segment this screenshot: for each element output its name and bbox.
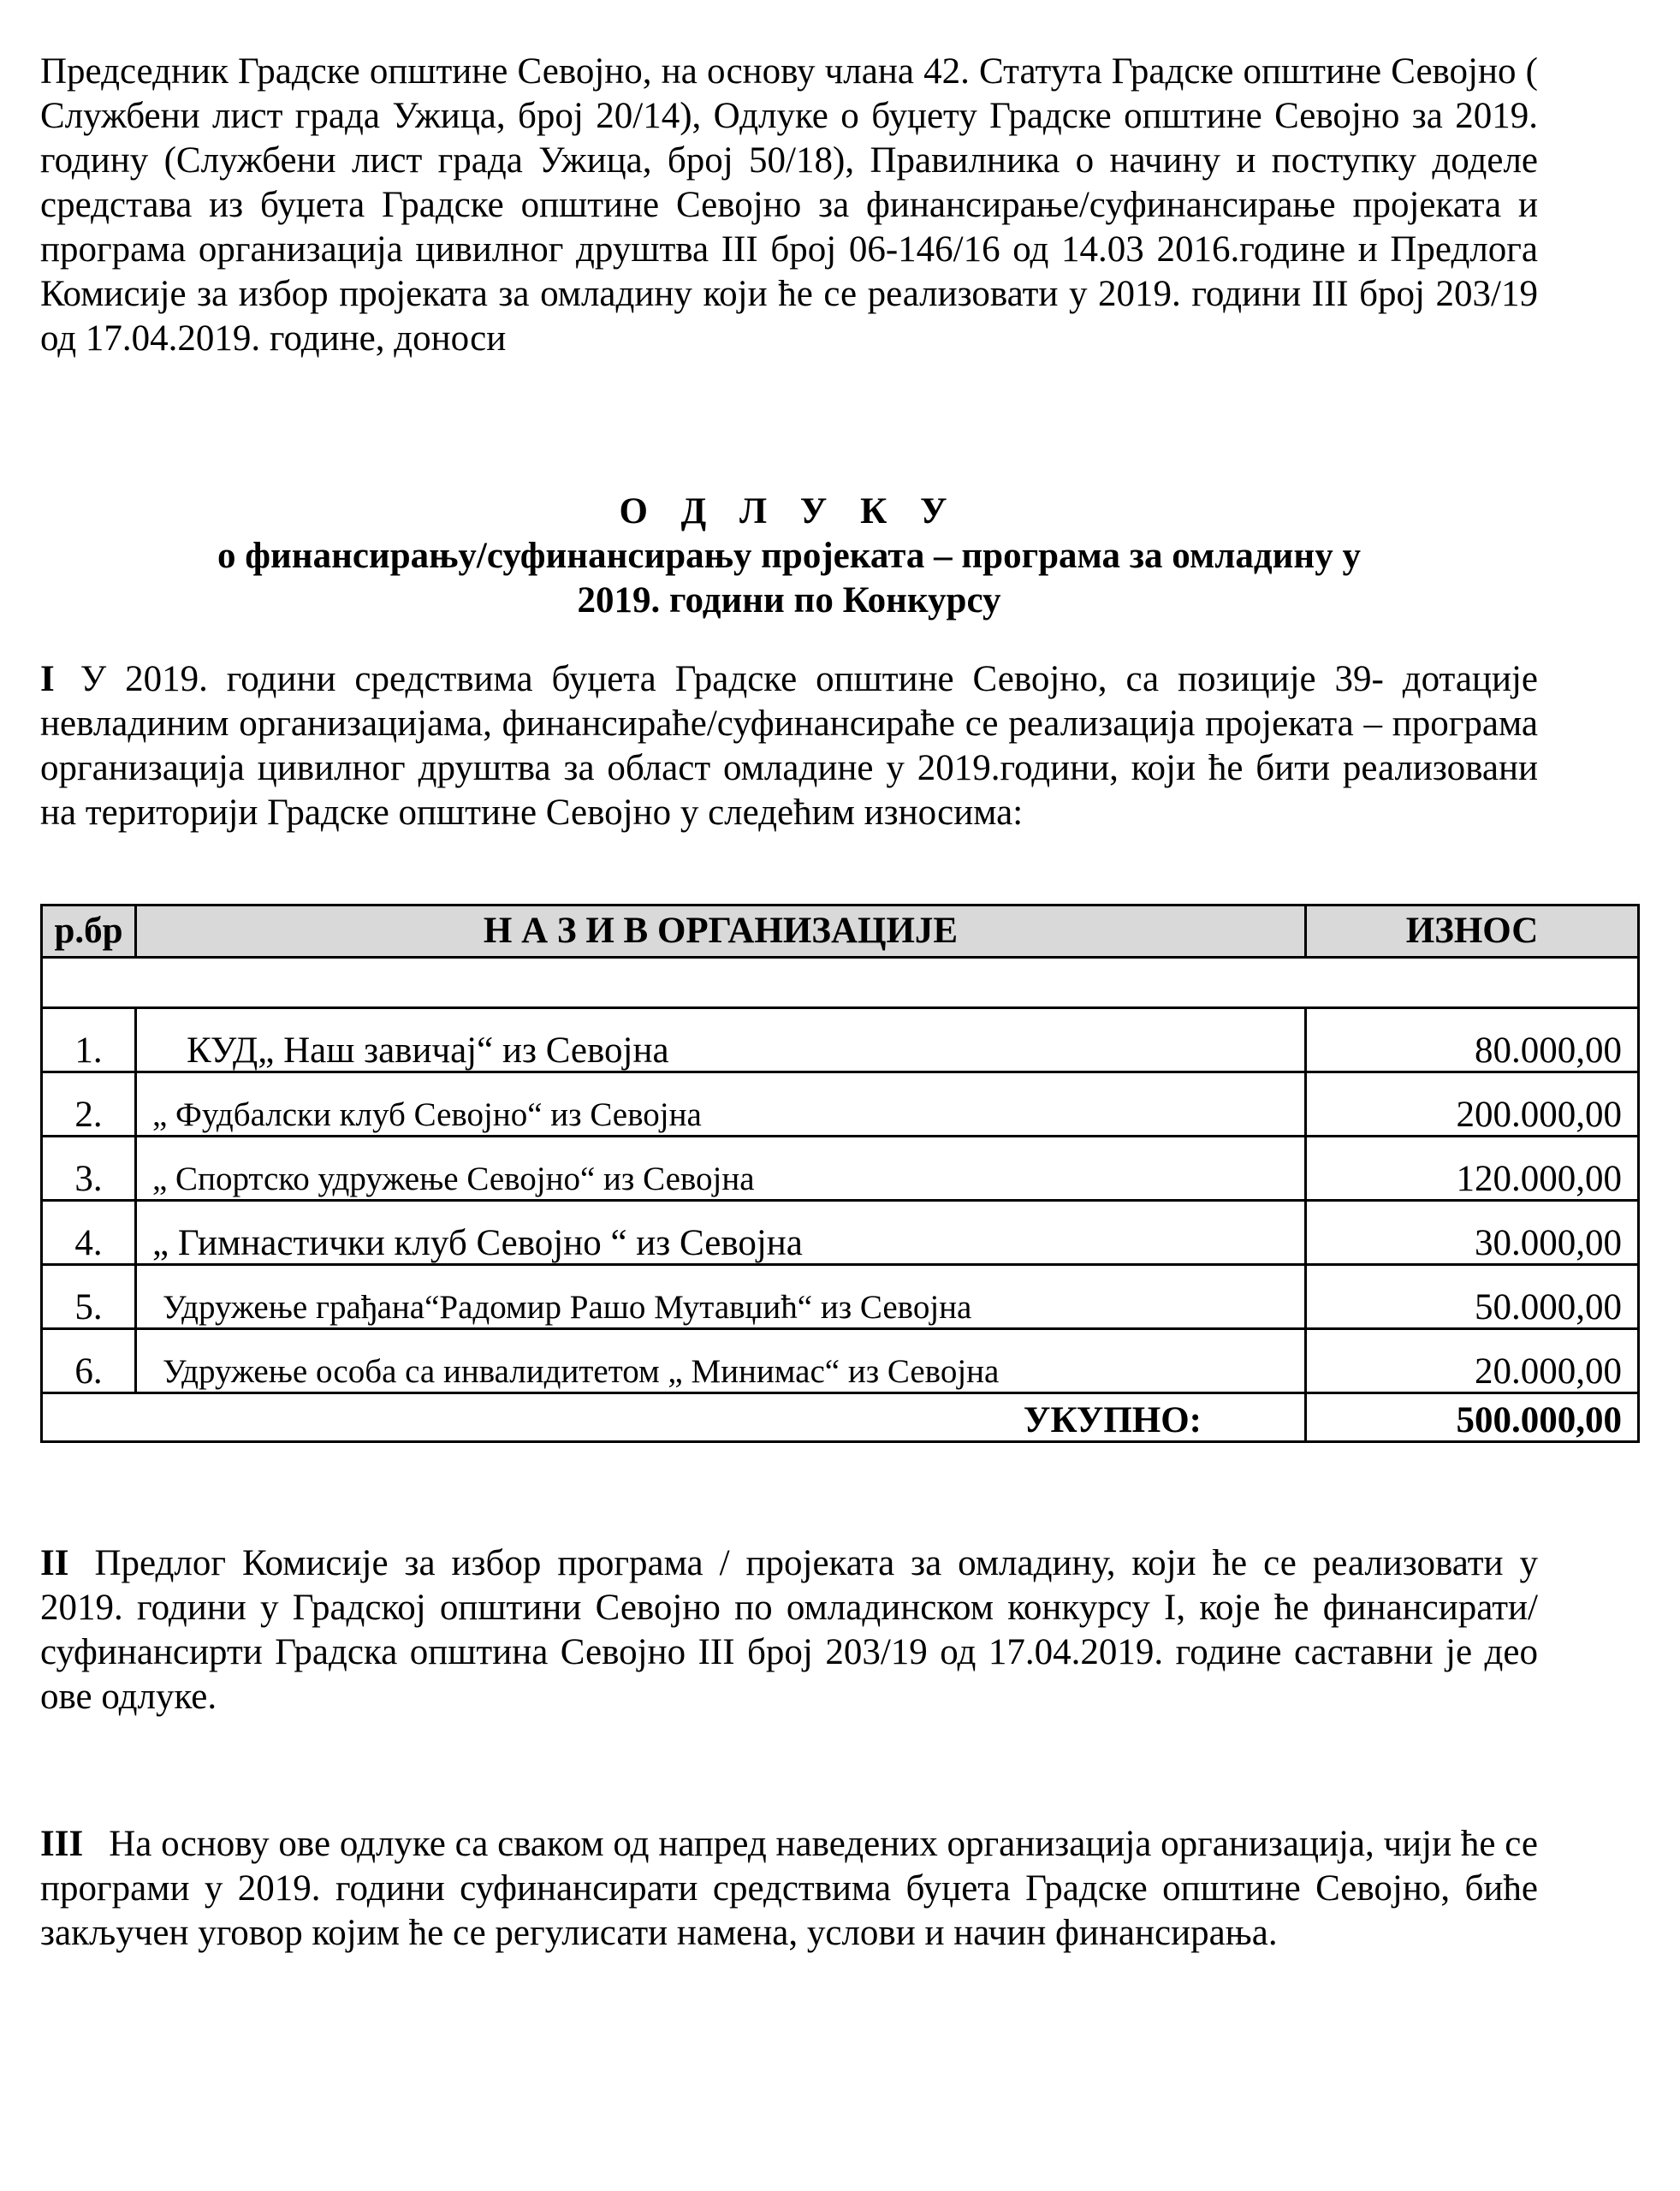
row-number: 4.: [42, 1201, 136, 1265]
section-2-numeral: II: [40, 1543, 69, 1583]
header-number: р.бр: [42, 905, 136, 958]
section-3-numeral: III: [40, 1824, 84, 1864]
row-organization: Удружење грађана“Радомир Рашо Мутавџић“ из Севојна: [136, 1265, 1306, 1329]
header-amount: ИЗНОС: [1306, 905, 1639, 958]
section-2-paragraph: [40, 1541, 1538, 1719]
decision-subtitle-line-1: о финансирању/суфинансирању пројеката – програма за омладину у: [217, 536, 1361, 576]
decision-title-block: [40, 490, 1538, 623]
row-organization: Удружење особа са инвалидитетом „ Минимас“ из Севојна: [136, 1329, 1306, 1393]
section-1-text: У 2019. години средствима буџета Градске општине Севојно, са позиције 39- дотације невладиним организацијама, финансираће/суфинансираће се реализација пројеката – програма организација цивилног друштва за област омладине у 2019.години, који ће бити реализовани на територији Градске општине Севојно у следећим износима:: [40, 659, 1538, 833]
total-amount: 500.000,00: [1306, 1393, 1639, 1442]
row-amount: 30.000,00: [1306, 1201, 1639, 1265]
table-row: [42, 1072, 1639, 1137]
table-row: [42, 1137, 1639, 1201]
row-amount: 50.000,00: [1306, 1265, 1639, 1329]
row-number: 2.: [42, 1072, 136, 1137]
section-1-numeral: I: [40, 659, 55, 699]
table-row: [42, 1329, 1639, 1393]
funding-table-wrapper: [40, 904, 1622, 1443]
total-label: УКУПНО:: [42, 1393, 1306, 1442]
row-organization: „ Спортско удружење Севојно“ из Севојна: [136, 1137, 1306, 1201]
row-organization: „ Фудбалски клуб Севојно“ из Севојна: [136, 1072, 1306, 1137]
section-3-paragraph: [40, 1822, 1538, 1956]
row-number: 1.: [42, 1008, 136, 1072]
section-3-text: На основу ове одлуке са сваком од напред наведених организација организација, чији ће се програми у 2019. години суфинансирати средствима буџета Градске општине Севојно, биће закључен уговор којим ће се регулисати намена, услови и начин финансирања.: [40, 1824, 1538, 1953]
row-amount: 20.000,00: [1306, 1329, 1639, 1393]
row-amount: 200.000,00: [1306, 1072, 1639, 1137]
table-row: [42, 1201, 1639, 1265]
row-number: 6.: [42, 1329, 136, 1393]
table-row: [42, 1265, 1639, 1329]
section-2-text: Предлог Комисије за избор програма / пројеката за омладину, који ће се реализовати у 2019. години у Градској општини Севојно по омладинском конкурсу I, које ће финансирати/суфинансирти Градска општина Севојно III број 203/19 од 17.04.2019. године саставни је део ове одлуке.: [40, 1543, 1538, 1717]
section-1-paragraph: [40, 657, 1538, 835]
row-number: 5.: [42, 1265, 136, 1329]
intro-paragraph: Председник Градске општине Севојно, на основу члана 42. Статута Градске општине Севојно ( Службени лист града Ужица, број 20/14), Одлуке о буџету Градске општине Севојно за 2019. годину (Службени лист града Ужица, број 50/18), Правилника о начину и поступку доделе средстава из буџета Градске општине Севојно за финансирање/суфинансирање пројеката и програма организација цивилног друштва III број 06-146/16 од 14.03 2016.године и Предлога Комисије за избор пројеката за омладину који ће се реализовати у 2019. години III број 203/19 од 17.04.2019. године, доноси: [40, 51, 1538, 359]
table-row: [42, 1008, 1639, 1072]
row-amount: 120.000,00: [1306, 1137, 1639, 1201]
row-organization: КУД„ Наш завичај“ из Севојна: [136, 1008, 1306, 1072]
row-organization: „ Гимнастички клуб Севојно “ из Севојна: [136, 1201, 1306, 1265]
table-total-row: [42, 1393, 1639, 1442]
row-amount: 80.000,00: [1306, 1008, 1639, 1072]
table-spacer-row: [42, 958, 1639, 1008]
header-organization-name: Н А З И В ОРГАНИЗАЦИЈЕ: [136, 905, 1306, 958]
document-page: [40, 50, 1622, 1956]
decision-subtitle-line-2: 2019. години по Конкурсу: [577, 580, 1001, 620]
row-number: 3.: [42, 1137, 136, 1201]
funding-table: [40, 904, 1640, 1443]
table-header-row: [42, 905, 1639, 958]
decision-title: О Д Л У К У: [619, 491, 959, 531]
